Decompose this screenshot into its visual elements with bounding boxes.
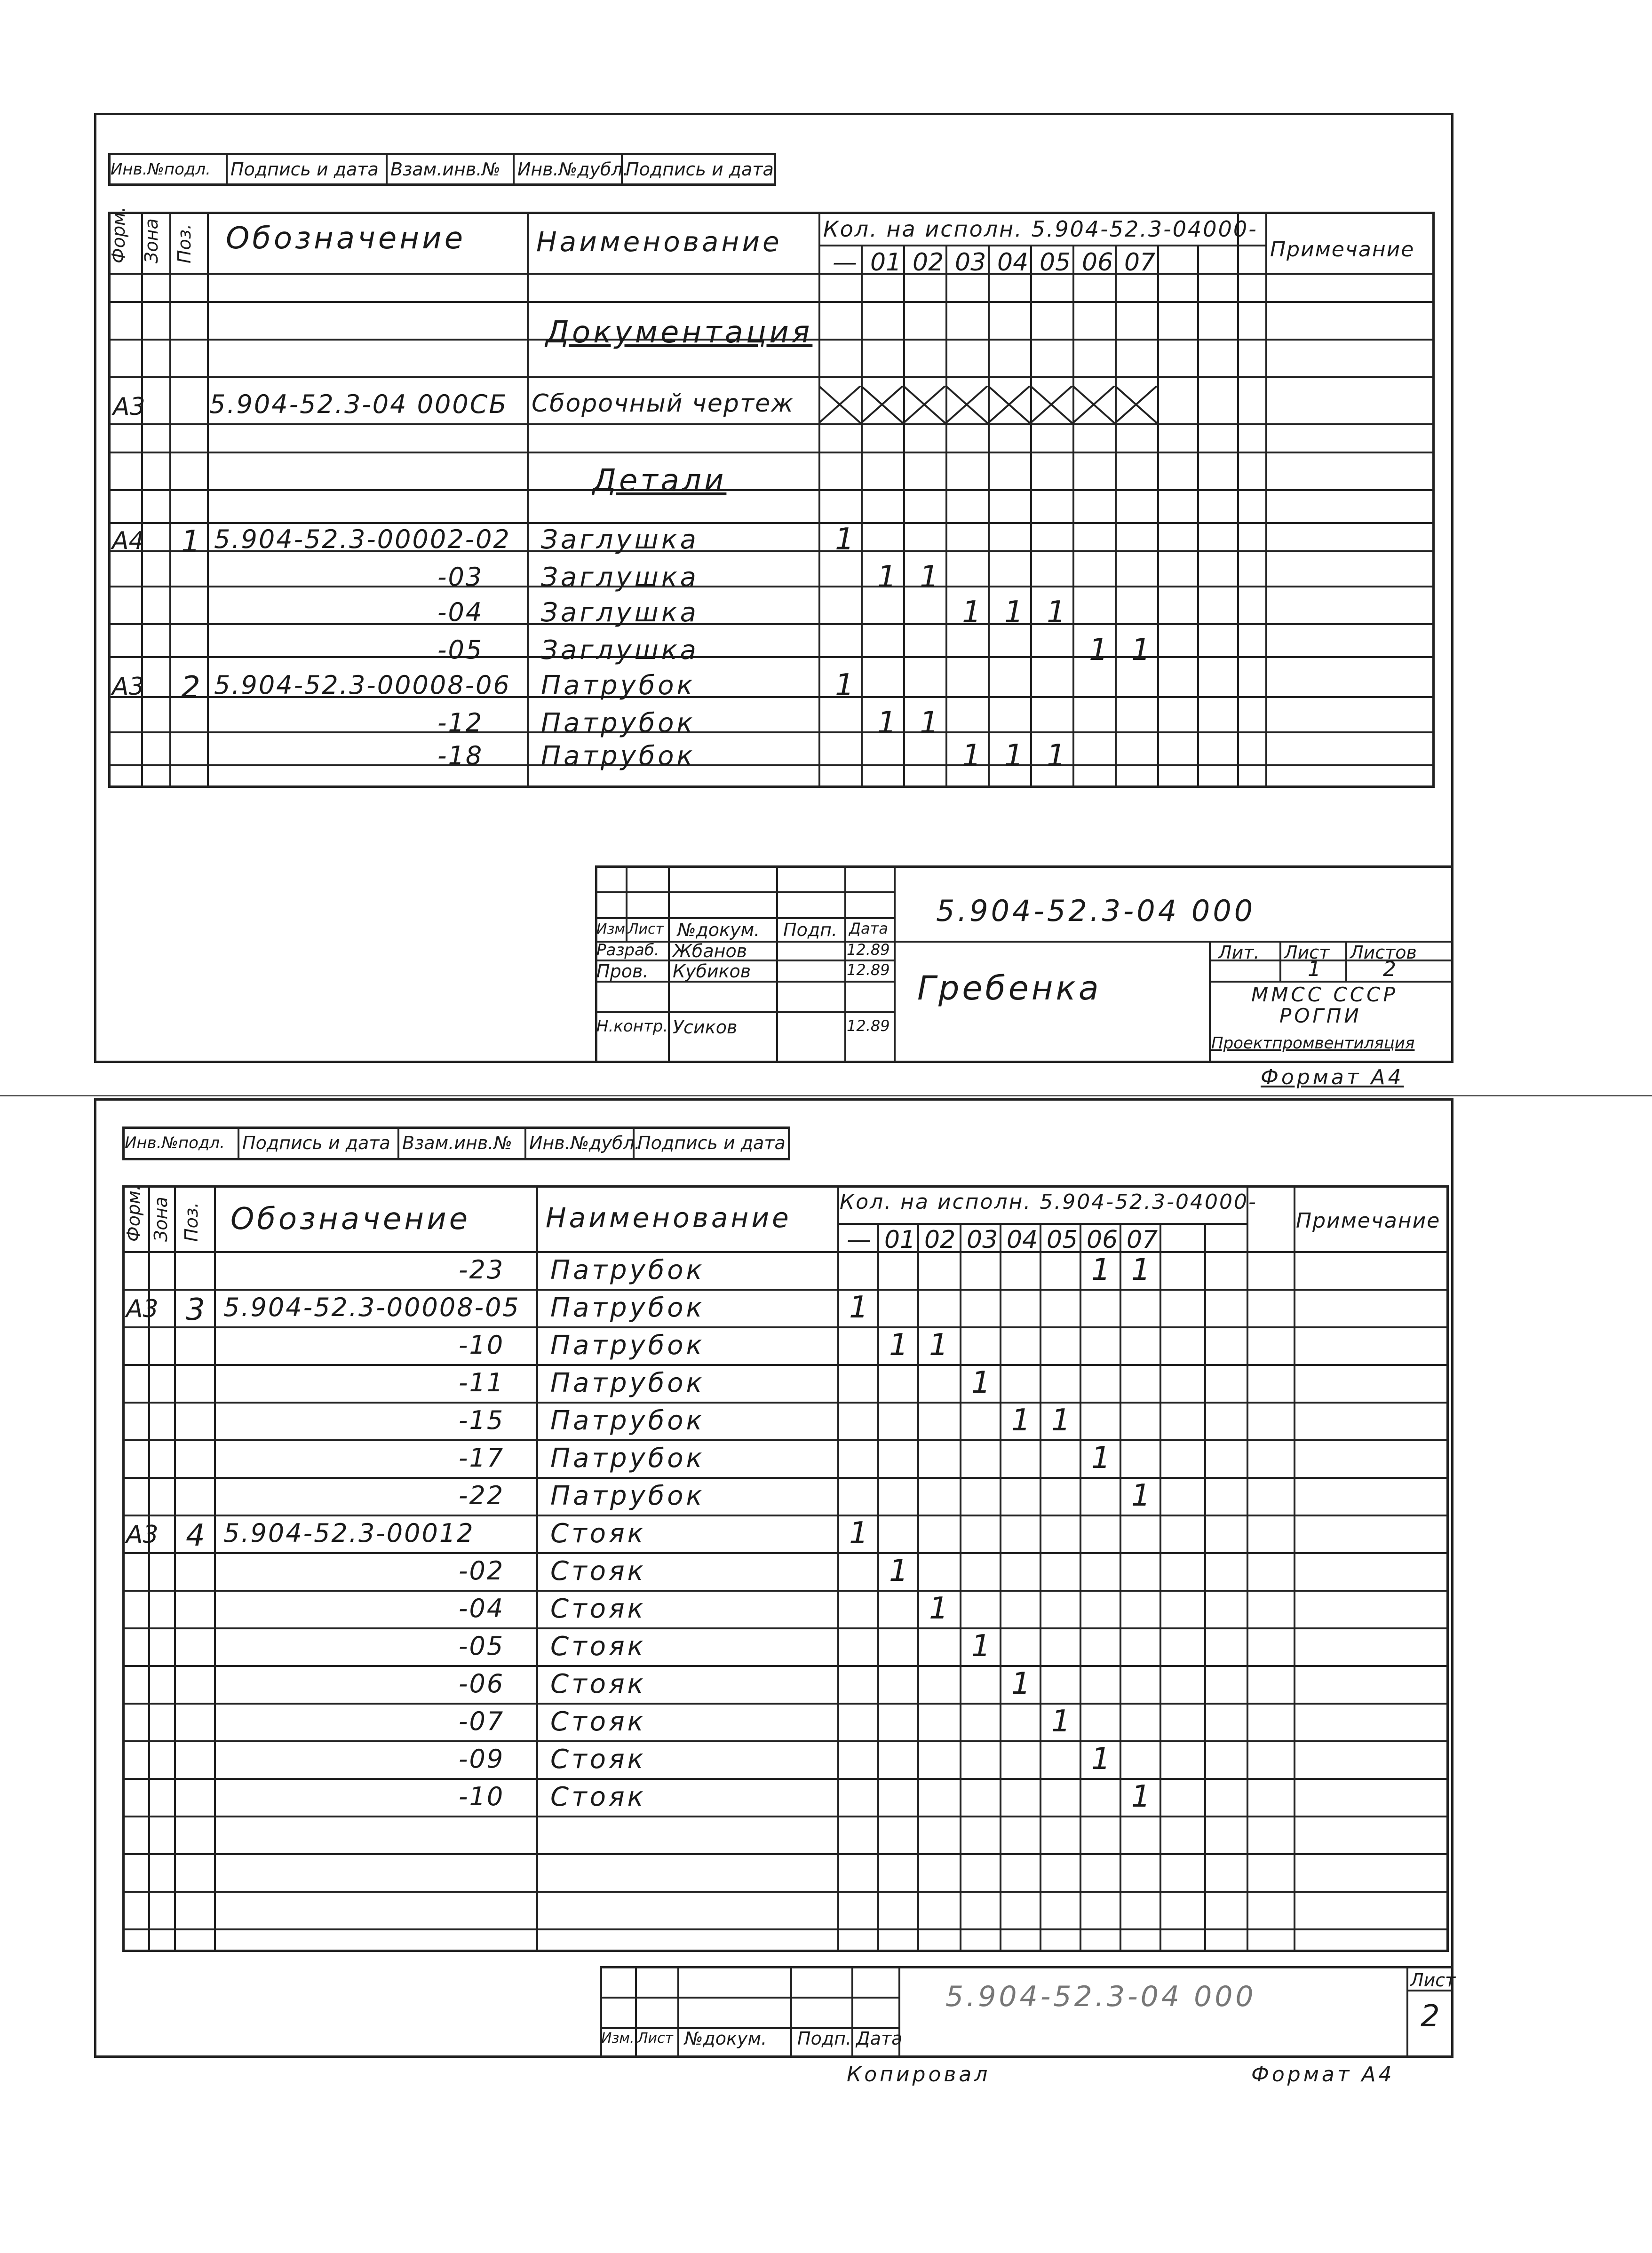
qty-cell: 1 (929, 1328, 948, 1363)
row-format: А3 (126, 1521, 159, 1549)
approval-label: Инв.№подл. (111, 160, 211, 179)
tb-role: Пров. (596, 961, 649, 982)
qty-col-header: 05 (1047, 1226, 1078, 1254)
qty-col-header: — (833, 248, 857, 277)
qty-cell: 1 (971, 1365, 991, 1400)
approval-label: Подпись и дата (230, 159, 379, 180)
tb-sheet-value: 2 (1421, 1999, 1440, 2034)
row-name: Заглушка (541, 597, 699, 628)
col-designation-header: Обозначение (230, 1202, 471, 1237)
row-designation: -17 (459, 1443, 505, 1473)
approval-label: Инв.№подл. (125, 1134, 225, 1152)
col-zone-header: Зона (141, 218, 162, 263)
tb-lit-label: Лит. (1218, 942, 1260, 963)
tb-date: 12.89 (847, 941, 890, 959)
qty-col-header: 01 (870, 248, 902, 277)
doc-number: 5.904-52.3-04 000 (936, 894, 1256, 928)
row-designation: -10 (459, 1330, 505, 1360)
row-designation: -22 (459, 1481, 505, 1510)
qty-cell: 1 (920, 706, 939, 740)
col-designation-header: Обозначение (226, 221, 466, 256)
tb-org-line: Проектпромвентиляция (1211, 1034, 1415, 1053)
qty-cell: 1 (1091, 1742, 1111, 1777)
row-name: Стояк (550, 1556, 646, 1587)
row-designation: 5.904-52.3-00012 (223, 1518, 475, 1548)
qty-cell: 1 (835, 522, 854, 557)
qty-cell: 1 (929, 1591, 948, 1626)
tb-col-header: Изм. (596, 921, 630, 937)
row-designation: -04 (459, 1594, 505, 1623)
row-designation: 5.904-52.3-00008-06 (214, 670, 511, 700)
row-name: Стояк (550, 1631, 646, 1662)
approval-label: Взам.инв.№ (402, 1133, 512, 1153)
approval-label: Подпись и дата (626, 159, 774, 180)
row-name: Патрубок (550, 1368, 705, 1398)
row-name: Заглушка (541, 562, 699, 593)
row-name: Патрубок (550, 1443, 705, 1474)
row-name: Заглушка (541, 524, 699, 555)
tb-col-header: Лист (637, 2030, 674, 2047)
qty-col-header: — (847, 1226, 871, 1254)
qty-col-header: 04 (1007, 1226, 1038, 1254)
qty-col-header: 04 (997, 248, 1029, 277)
qty-col-header: 03 (967, 1226, 998, 1254)
col-format-header: Форм. (123, 1185, 144, 1242)
col-name-header: Наименование (546, 1202, 792, 1234)
qty-col-header: 07 (1124, 248, 1156, 277)
row-designation: -04 (437, 597, 484, 627)
row-name: Сборочный чертеж (532, 389, 794, 418)
qty-col-header: 01 (884, 1226, 916, 1254)
approval-label: Подпись и дата (242, 1133, 390, 1153)
qty-cell: 1 (962, 595, 981, 630)
col-name-header: Наименование (536, 226, 782, 258)
tb-sheet-value: 1 (1308, 957, 1321, 981)
row-designation: -09 (459, 1744, 505, 1774)
qty-cell: 1 (889, 1554, 908, 1588)
row-name: Стояк (550, 1706, 646, 1737)
row-format: А4 (112, 527, 144, 555)
row-designation: -05 (459, 1631, 505, 1661)
row-position: 4 (186, 1518, 205, 1553)
row-format: А3 (112, 673, 144, 701)
tb-org-line: РОГПИ (1279, 1004, 1362, 1027)
tb-sheet-label: Лист (1410, 1970, 1456, 1991)
copied-label: Копировал (847, 2063, 991, 2086)
row-position: 2 (181, 670, 200, 705)
tb-person: Усиков (673, 1017, 738, 1038)
row-designation: -10 (459, 1782, 505, 1811)
approval-label: Инв.№дубл. (529, 1133, 640, 1153)
qty-cell: 1 (1131, 633, 1151, 667)
row-name: Стояк (550, 1594, 646, 1624)
approval-label: Подпись и дата (637, 1133, 786, 1153)
qty-cell: 1 (849, 1290, 868, 1325)
tb-col-header: №докум. (684, 2028, 767, 2049)
qty-cell: 1 (1051, 1704, 1071, 1739)
qty-cell: 1 (1091, 1441, 1111, 1476)
qty-col-header: 05 (1040, 248, 1071, 277)
row-designation: -06 (459, 1669, 505, 1698)
tb-role: Разраб. (596, 941, 659, 960)
col-pos-header: Поз. (181, 1202, 202, 1242)
tb-date: 12.89 (847, 1017, 890, 1035)
row-name: Патрубок (550, 1330, 705, 1361)
row-position: 3 (186, 1293, 205, 1327)
row-name: Патрубок (541, 708, 696, 738)
approval-label: Инв.№дубл. (517, 159, 628, 180)
section-heading-documentation: Документация (546, 315, 813, 350)
row-name: Патрубок (550, 1405, 705, 1436)
row-name: Патрубок (541, 670, 696, 701)
qty-cell: 1 (1011, 1666, 1031, 1701)
qty-col-header: 07 (1127, 1226, 1158, 1254)
tb-col-header: Подп. (783, 920, 838, 940)
qty-cell: 1 (1131, 1779, 1151, 1814)
row-designation: -11 (459, 1368, 505, 1397)
row-designation: 5.904-52.3-04 000СБ (209, 389, 508, 419)
tb-person: Жбанов (673, 941, 747, 961)
col-format-header: Форм. (108, 206, 129, 263)
qty-cell: 1 (920, 560, 939, 595)
format-label: Формат А4 (1261, 1065, 1404, 1089)
row-designation: -18 (437, 741, 484, 770)
row-format: А3 (113, 393, 145, 421)
col-note-header: Примечание (1296, 1209, 1441, 1233)
approval-label: Взам.инв.№ (390, 159, 500, 180)
qty-cell: 1 (877, 706, 897, 740)
qty-cell: 1 (1004, 595, 1024, 630)
row-name: Стояк (550, 1744, 646, 1775)
row-designation: -05 (437, 635, 484, 665)
row-name: Стояк (550, 1518, 646, 1549)
row-name: Патрубок (550, 1293, 705, 1323)
row-name: Стояк (550, 1782, 646, 1812)
qty-cell: 1 (1047, 595, 1066, 630)
row-name: Заглушка (541, 635, 699, 666)
tb-org-line: ММСС СССР (1251, 983, 1398, 1006)
qty-cell: 1 (849, 1516, 868, 1551)
row-designation: -12 (437, 708, 484, 738)
row-designation: -07 (459, 1706, 505, 1736)
row-format: А3 (126, 1295, 159, 1323)
tb-sheet-label: Лист (1284, 942, 1330, 963)
qty-cell: 1 (1131, 1478, 1151, 1513)
row-name: Патрубок (541, 741, 696, 771)
qty-cell: 1 (1051, 1403, 1071, 1438)
col-qty-title: Кол. на исполн. 5.904-52.3-04000- (823, 216, 1258, 242)
tb-col-header: Дата (856, 2028, 903, 2049)
row-designation: -15 (459, 1405, 505, 1435)
qty-col-header: 03 (955, 248, 986, 277)
tb-person: Кубиков (673, 961, 751, 982)
row-name: Патрубок (550, 1255, 705, 1285)
tb-col-header: Лист (628, 921, 664, 937)
row-name: Стояк (550, 1669, 646, 1699)
tb-col-header: Подп. (797, 2028, 852, 2049)
row-name: Патрубок (550, 1481, 705, 1511)
col-zone-header: Зона (151, 1197, 171, 1242)
format-label: Формат А4 (1251, 2063, 1395, 2086)
tb-col-header: Изм. (601, 2030, 635, 2047)
row-designation: -03 (437, 562, 484, 592)
row-designation: -23 (459, 1255, 505, 1285)
tb-sheets-value: 2 (1383, 957, 1396, 981)
qty-cell: 1 (835, 668, 854, 703)
qty-cell: 1 (877, 560, 897, 595)
col-pos-header: Поз. (174, 223, 195, 263)
col-qty-title: Кол. на исполн. 5.904-52.3-04000- (840, 1190, 1257, 1214)
qty-cell: 1 (1004, 738, 1024, 773)
qty-col-header: 06 (1087, 1226, 1118, 1254)
doc-number: 5.904-52.3-04 000 (945, 1980, 1256, 2013)
qty-col-header: 06 (1082, 248, 1113, 277)
qty-cell: 1 (1011, 1403, 1031, 1438)
qty-col-header: 02 (924, 1226, 956, 1254)
tb-col-header: Дата (849, 920, 888, 937)
row-designation: 5.904-52.3-00002-02 (214, 524, 511, 554)
col-note-header: Примечание (1270, 238, 1415, 262)
qty-cell: 1 (889, 1328, 908, 1363)
qty-col-header: 02 (913, 248, 944, 277)
qty-cell: 1 (962, 738, 981, 773)
tb-role: Н.контр. (596, 1017, 668, 1036)
qty-cell: 1 (971, 1629, 991, 1664)
row-position: 1 (181, 524, 200, 559)
row-designation: 5.904-52.3-00008-05 (223, 1293, 520, 1322)
doc-name: Гребенка (917, 969, 1102, 1008)
tb-date: 12.89 (847, 961, 890, 979)
tb-sheets-label: Листов (1350, 942, 1417, 963)
tb-col-header: №докум. (677, 920, 760, 940)
qty-cell: 1 (1131, 1253, 1151, 1287)
qty-cell: 1 (1047, 738, 1066, 773)
qty-cell: 1 (1089, 633, 1108, 667)
row-designation: -02 (459, 1556, 505, 1586)
section-heading-details: Детали (593, 463, 727, 498)
qty-cell: 1 (1091, 1253, 1111, 1287)
